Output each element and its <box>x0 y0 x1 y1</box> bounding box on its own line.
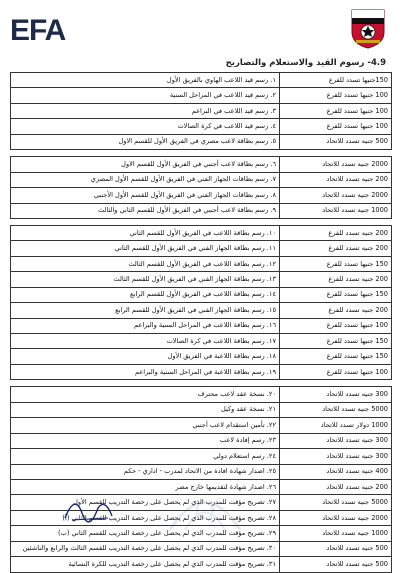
fee-amount: 200 جنيه تسدد للفرع <box>280 272 392 287</box>
fee-amount: 2000 جنيه تسدد للاتحاد <box>280 510 392 525</box>
fee-description: ٦. رسم بطاقة لاعب أجنبي في الفريق الأول للقسم الاول <box>11 157 280 172</box>
fee-amount: 150 جنيها تسدد للفرع <box>280 349 392 364</box>
fee-amount: 200 جنيه تسدد للفرع <box>280 225 392 240</box>
table-row <box>11 449 392 464</box>
page-header <box>0 0 400 58</box>
fee-description: ١٥. رسم بطاقة الجهاز الفني في الفريق الأول للقسم الرابع <box>11 303 280 318</box>
fee-amount: 100 جنيها تسدد للفرع <box>280 364 392 379</box>
fee-description: ٢١. نسخة عقد وكيل <box>11 402 280 417</box>
table-row <box>11 225 392 240</box>
table-row <box>11 349 392 364</box>
fee-amount: 300 جنيه تسدد للاتحاد <box>280 449 392 464</box>
table-row <box>11 334 392 349</box>
table-row <box>11 364 392 379</box>
fee-description: ٢٥. اصدار شهادة افادة من الاتحاد لمدرب - اداري - حكم <box>11 464 280 479</box>
fee-description: ٢٣. رسم إفادة لاعب <box>11 433 280 448</box>
table-row <box>11 73 392 88</box>
fee-description: ١٨. رسم بطاقة اللاعبة في الفريق الأول <box>11 349 280 364</box>
fee-description: ٧. رسم بطاقات الجهاز الفني في الفريق الأول للقسم الأول المصري <box>11 172 280 187</box>
table-row <box>11 418 392 433</box>
table-row <box>11 318 392 333</box>
fee-amount: 150 جنيها تسدد للفرع <box>280 287 392 302</box>
table-row <box>11 103 392 118</box>
fee-amount: 200 جنيه تسدد للاتحاد <box>280 172 392 187</box>
fee-amount: 1000 جنيه تسدد للاتحاد <box>280 203 392 218</box>
fee-description: ٢. رسم قيد اللاعب في المراحل السنية <box>11 88 280 103</box>
fee-amount: 2000 جنيه تسدد للاتحاد <box>280 188 392 203</box>
table-gap <box>11 150 392 157</box>
table-row <box>11 119 392 134</box>
fee-description: ٣. رسم قيد اللاعب في البراعم <box>11 103 280 118</box>
table-row <box>11 188 392 203</box>
fee-amount: 300 جنيه تسدد للاتحاد <box>280 433 392 448</box>
fee-amount: 100 جنيها تسدد للفرع <box>280 103 392 118</box>
table-gap <box>11 380 392 387</box>
fee-amount: 2000 جنيه تسدد للاتحاد <box>280 157 392 172</box>
fee-amount: 150 جنيها تسدد للفرع <box>280 256 392 271</box>
efa-crest-icon <box>348 6 388 50</box>
fee-description: ٢٧. تصريح مؤقت للمدرب الذي لم يحصل على رخصة التدريب للقسم الأول <box>11 495 280 510</box>
fee-amount: 100 جنيها تسدد للفرع <box>280 318 392 333</box>
table-row <box>11 433 392 448</box>
fee-description: ٤. رسم قيد اللاعب في كرة الصالات <box>11 119 280 134</box>
table-row <box>11 157 392 172</box>
fee-description: ٢٦. اصدار شهادة لتقديمها خارج مصر <box>11 479 280 494</box>
table-row <box>11 541 392 556</box>
fee-amount: 200 جنيه تسدد للفرع <box>280 241 392 256</box>
table-row <box>11 287 392 302</box>
fee-description: ٢٢. تأمين استقدام لاعب أجنبي <box>11 418 280 433</box>
table-row <box>11 402 392 417</box>
fee-amount: 1000 جنيه تسدد للاتحاد <box>280 526 392 541</box>
fee-description: ٢٨. تصريح مؤقت للمدرب الذي لم يحصل على رخصة التدريب للقسم الثاني (أ) <box>11 510 280 525</box>
table-row <box>11 557 392 572</box>
fee-amount: 150جنيها تسدد للفرع <box>280 73 392 88</box>
fee-amount: 5000 جنيه تسدد للاتحاد <box>280 402 392 417</box>
signature-icon <box>60 488 120 528</box>
table-row <box>11 172 392 187</box>
table-row <box>11 241 392 256</box>
fee-description: ١٦. رسم بطاقة اللاعب في المراحل السنية والبراعم <box>11 318 280 333</box>
efa-logo-text: EFA <box>10 14 66 47</box>
table-row <box>11 272 392 287</box>
fee-amount: 5000 جنيه تسدد للاتحاد <box>280 495 392 510</box>
fee-description: ١. رسم قيد اللاعب الهاوي بالفريق الأول <box>11 73 280 88</box>
fee-amount: 100 جنيها تسدد للفرع <box>280 119 392 134</box>
fee-amount: 500 جنيه تسدد للاتحاد <box>280 541 392 556</box>
fee-description: ٨. رسم بطاقات الجهاز الفني في الفريق الأول للقسم الأول الأجنبي <box>11 188 280 203</box>
fee-description: ٣٠. تصريح مؤقت للمدرب الذي لم يحصل على رخصة التدريب للقسم الثالث والرابع والناشئين <box>11 541 280 556</box>
fee-description: ١٣. رسم بطاقة الجهاز الفني في الفريق الأول للقسم الثالث <box>11 272 280 287</box>
fee-description: ٥. رسم بطاقة لاعب مصري في الفريق الأول للقسم الاول <box>11 134 280 149</box>
fee-description: ١١. رسم بطاقة الجهاز الفني في الفريق الأول للقسم الثاني <box>11 241 280 256</box>
table-row <box>11 303 392 318</box>
table-row <box>11 256 392 271</box>
table-gap <box>11 218 392 225</box>
fee-description: ٣١. تصريح مؤقت للمدرب الذي لم يحصل على رخصة التدريب للكرة النسائية <box>11 557 280 572</box>
fee-description: ١٠. رسم بطاقة اللاعب في الفريق الأول للقسم الثاني <box>11 225 280 240</box>
table-row <box>11 88 392 103</box>
table-row <box>11 387 392 402</box>
fee-description: ٢٩. تصريح مؤقت للمدرب الذي لم يحصل على رخصة التدريب للقسم الثاني (ب) <box>11 526 280 541</box>
table-row <box>11 203 392 218</box>
fee-amount: 200 جنيه تسدد للاتحاد <box>280 479 392 494</box>
fee-description: ١٤. رسم بطاقة اللاعب في الفريق الأول للقسم الرابع <box>11 287 280 302</box>
watermark-icon <box>160 470 250 535</box>
fee-description: ١٩. رسم بطاقة اللاعبة في المراحل السنية والبراعم <box>11 364 280 379</box>
fee-description: ٩. رسم بطاقة لاعب أجنبي في الفريق الأول للقسم الثاني والثالث <box>11 203 280 218</box>
fee-description: ٢٠. نسخة عقد لاعب محترف <box>11 387 280 402</box>
fee-amount: 300 جنيه تسدد للاتحاد <box>280 387 392 402</box>
table-row <box>11 134 392 149</box>
fee-description: ١٢. رسم بطاقة اللاعب في الفريق الأول للقسم الثالث <box>11 256 280 271</box>
fee-amount: 500 جنيه تسدد للاتحاد <box>280 557 392 572</box>
fee-amount: 200 جنيه تسدد للفرع <box>280 303 392 318</box>
section-title: 4.9- رسوم القيد والاستعلام والتصاريح <box>225 58 386 68</box>
fee-amount: 150 جنيها تسدد للفرع <box>280 334 392 349</box>
fee-amount: 400 جنيه تسدد للاتحاد <box>280 464 392 479</box>
fee-amount: 100 جنيها تسدد للفرع <box>280 88 392 103</box>
fee-amount: 1000 دولار تسدد للاتحاد <box>280 418 392 433</box>
fee-description: ٢٤. رسم استعلام دولي <box>11 449 280 464</box>
fee-amount: 500 جنيه تسدد للاتحاد <box>280 134 392 149</box>
fee-description: ١٧. رسم بطاقة اللاعب في كرة الصالات <box>11 334 280 349</box>
